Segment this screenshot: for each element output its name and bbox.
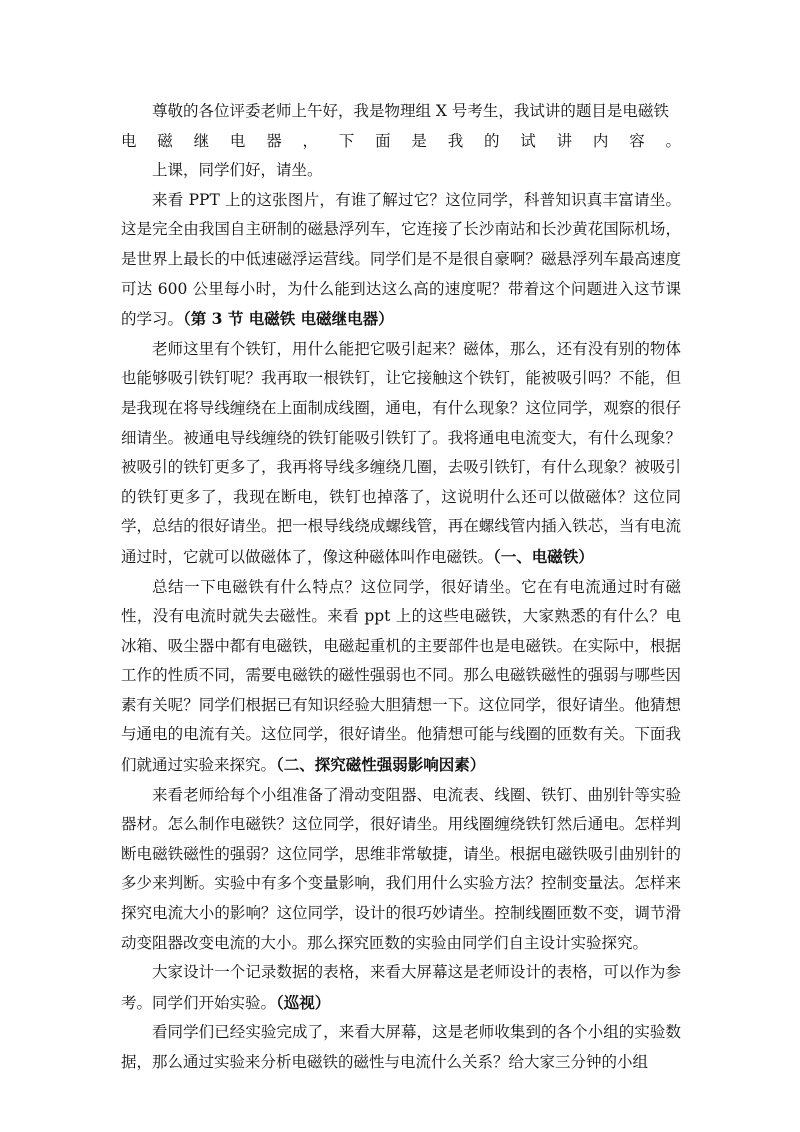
paragraph-results xyxy=(121,1018,681,1077)
intro-spread-text: 电 磁 继 电 器 ， 下 面 是 我 的 试 讲 内 容 。 xyxy=(121,131,682,150)
paragraph-greeting xyxy=(121,156,681,186)
paragraph-intro xyxy=(121,97,681,127)
paragraph-table xyxy=(121,958,681,1018)
document-body xyxy=(121,97,681,1078)
subsection-electromagnet: （一、电磁铁） xyxy=(493,546,594,566)
section-title: （第 3 节 电磁铁 电磁继电器） xyxy=(183,309,394,329)
intro-text: 尊敬的各位评委老师上午好，我是物理组 X 号考生，我试讲的题目是电磁铁 xyxy=(152,102,669,120)
table-text: 大家设计一个记录数据的表格，来看大屏幕这是老师设计的表格，可以作为参考。同学们开始实验。 xyxy=(121,963,681,1012)
greeting-text: 上课，同学们好，请坐。 xyxy=(152,161,323,180)
paragraph-features xyxy=(121,573,681,781)
paragraph-intro-spread xyxy=(121,127,681,157)
paragraph-maglev xyxy=(121,186,681,335)
maglev-text: 来看 PPT 上的这张图片，有谁了解过它？这位同学，科普知识真丰富请坐。这是完全由我国自主研制的磁悬浮列车，它连接了长沙南站和长沙黄花国际机场，是世界上最长的中低速磁浮运营线。同学们是不是很自豪啊？磁悬浮列车最高速度可达 600 公里每小时，为什么能到达这么高的速度呢？带着这个问题进入这节课的学习。 xyxy=(121,190,681,329)
features-text: 总结一下电磁铁有什么特点？这位同学，很好请坐。它在有电流通过时有磁性，没有电流时就失去磁性。来看 ppt 上的这些电磁铁，大家熟悉的有什么？电冰箱、吸尘器中都有电磁铁，电磁起重机的主要部件也是电磁铁。在实际中，根据工作的性质不同，需要电磁铁的磁性强弱也不同。那么电磁铁磁性的强弱与哪些因素有关呢？同学们根据已有知识经验大胆猜想一下。这位同学，很好请坐。他猜想与通电的电流有关。这位同学，很好请坐。他猜想可能与线圈的匝数有关。下面我们就通过实验来探究。 xyxy=(121,577,681,775)
patrol-label: （巡视） xyxy=(276,992,331,1012)
nail-text: 老师这里有个铁钉，用什么能把它吸引起来？磁体，那么，还有没有别的物体也能够吸引铁钉呢？我再取一根铁钉，让它接触这个铁钉，能被吸引吗？不能，但是我现在将导线缠绕在上面制成线圈，通电，有什么现象？这位同学，观察的很仔细请坐。被通电导线缠绕的铁钉能吸引铁钉了。我将通电电流变大，有什么现象？被吸引的铁钉更多了，我再将导线多缠绕几圈，去吸引铁钉，有什么现象？被吸引的铁钉更多了，我现在断电，铁钉也掉落了，这说明什么还可以做磁体？这位同学，总结的很好请坐。把一根导线绕成螺线管，再在螺线管内插入铁芯，当有电流通过时，它就可以做磁体了，像这种磁体叫作电磁铁。 xyxy=(121,339,681,566)
experiment-text: 来看老师给每个小组准备了滑动变阻器、电流表、线圈、铁钉、曲别针等实验器材。怎么制作电磁铁？这位同学，很好请坐。用线圈缠绕铁钉然后通电。怎样判断电磁铁磁性的强弱？这位同学，思维非常敏捷，请坐。根据电磁铁吸引曲别针的多少来判断。实验中有多个变量影响，我们用什么实验方法？控制变量法。怎样来探究电流大小的影响？这位同学，设计的很巧妙请坐。控制线圈匝数不变，调节滑动变阻器改变电流的大小。那么探究匝数的实验由同学们自主设计实验探究。 xyxy=(121,785,681,952)
results-text: 看同学们已经实验完成了，来看大屏幕，这是老师收集到的各个小组的实验数据，那么通过实验来分析电磁铁的磁性与电流什么关系？给大家三分钟的小组 xyxy=(121,1023,681,1071)
paragraph-experiment xyxy=(121,781,681,959)
subsection-factors: （二、探究磁性强弱影响因素） xyxy=(276,755,486,775)
paragraph-nail xyxy=(121,335,681,573)
